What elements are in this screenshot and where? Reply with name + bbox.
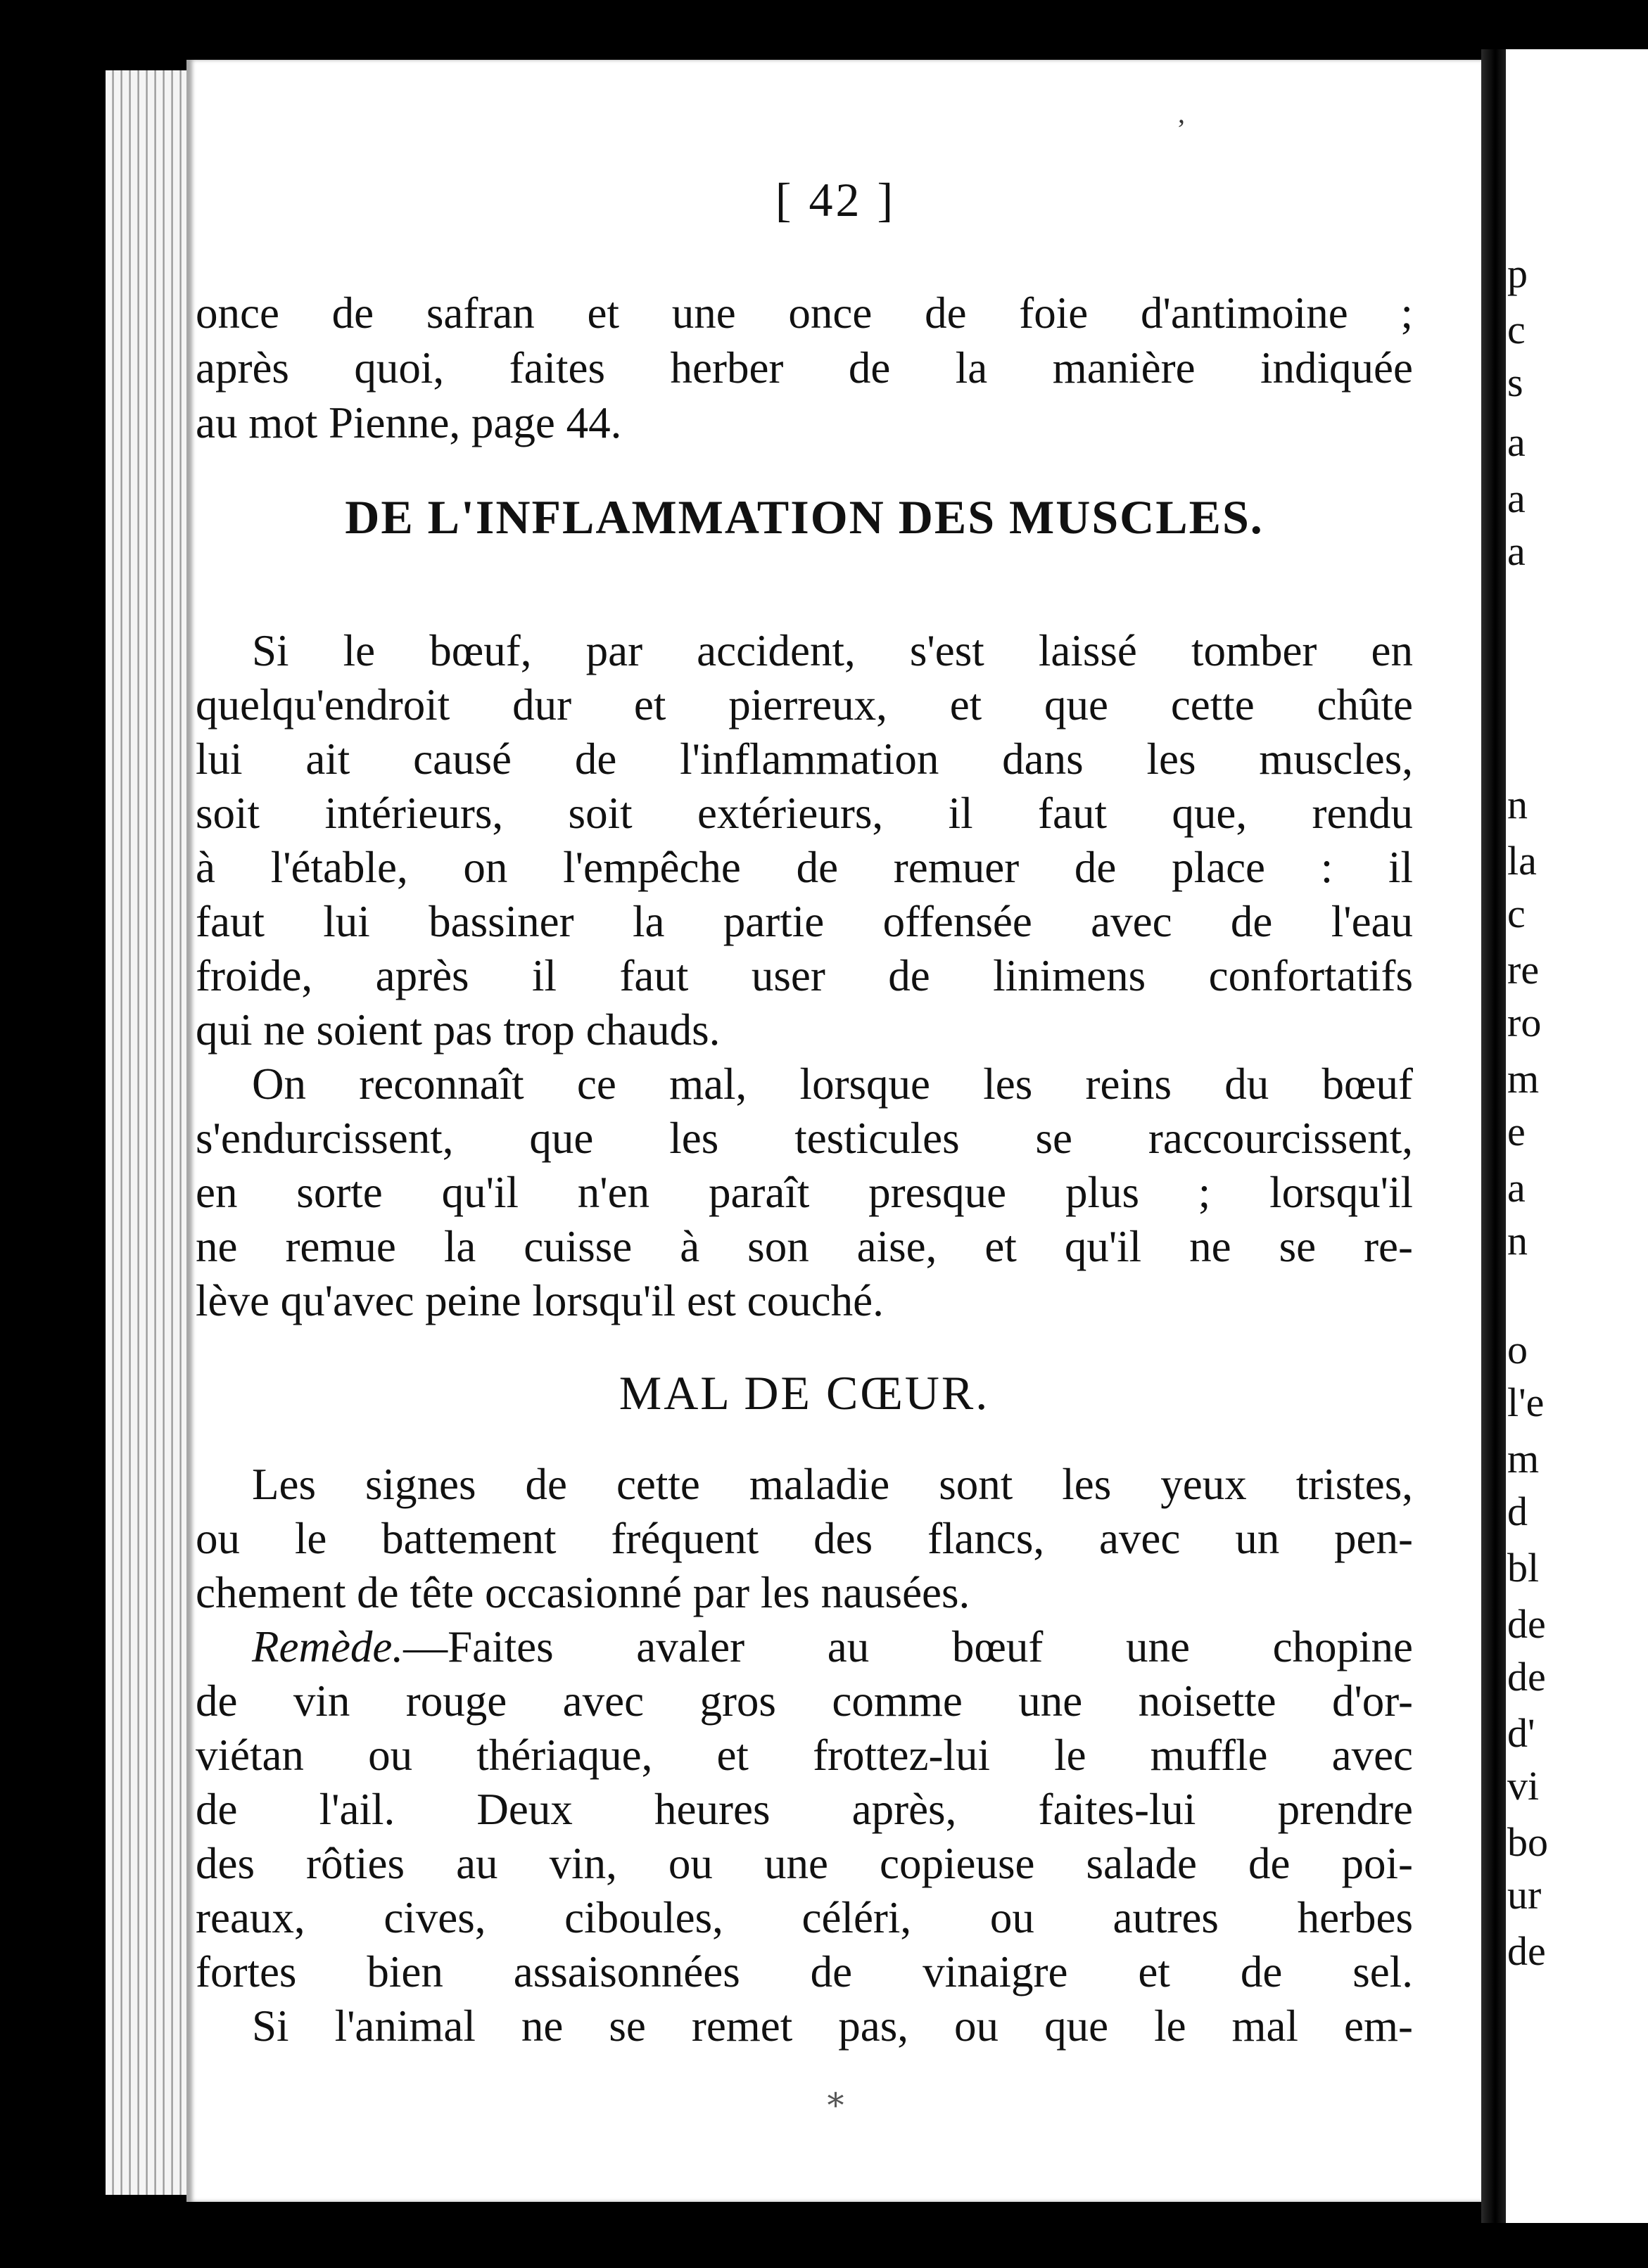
text-line: faut lui bassiner la partie offensée avec de l'eau — [196, 897, 1413, 946]
text-line: de vin rouge avec gros comme une noisette d'or- — [196, 1676, 1413, 1726]
text-line: ne remue la cuisse à son aise, et qu'il ne se re- — [196, 1222, 1413, 1271]
facing-page-fragment: n — [1507, 1218, 1528, 1263]
text-line: froide, après il faut user de linimens confortatifs — [196, 951, 1413, 1000]
facing-page-fragment: d' — [1507, 1710, 1535, 1756]
section-heading-inflammation: DE L'INFLAMMATION DES MUSCLES. — [345, 490, 1264, 544]
page-number: [ 42 ] — [775, 173, 896, 227]
text-line: s'endurcissent, que les testicules se raccourcissent, — [196, 1114, 1413, 1163]
text-line: des rôties au vin, ou une copieuse salade de poi- — [196, 1839, 1413, 1888]
facing-page-fragment: la — [1507, 838, 1537, 884]
facing-page-fragment: m — [1507, 1436, 1540, 1482]
facing-page-fragment: a — [1507, 419, 1526, 465]
facing-page-fragment: n — [1507, 782, 1528, 827]
facing-page-fragment: a — [1507, 528, 1526, 574]
text-line: après quoi, faites herber de la manière indiquée — [196, 343, 1413, 393]
text-line: lui ait causé de l'inflammation dans les muscles, — [196, 734, 1413, 784]
text-line: Si l'animal ne se remet pas, ou que le mal em- — [252, 2001, 1413, 2051]
book-gutter — [1481, 49, 1509, 2223]
text-line: au mot Pienne, page 44. — [196, 398, 622, 447]
facing-page-fragment: d — [1507, 1489, 1528, 1534]
facing-page-fragment: l'e — [1507, 1380, 1545, 1425]
facing-page-fragment: e — [1507, 1109, 1526, 1154]
text-line: de l'ail. Deux heures après, faites-lui prendre — [196, 1785, 1413, 1834]
facing-page-fragment: s — [1507, 359, 1523, 405]
facing-page-fragment: a — [1507, 476, 1526, 521]
facing-page-fragment: a — [1507, 1165, 1526, 1211]
text-line: qui ne soient pas trop chauds. — [196, 1005, 721, 1055]
facing-page-fragment: o — [1507, 1327, 1528, 1372]
remede-line — [196, 1619, 1413, 1675]
page-edges — [106, 70, 197, 2195]
facing-page-fragment: de — [1507, 1928, 1546, 1974]
stray-mark: ’ — [1177, 113, 1186, 145]
text-line: soit intérieurs, soit extérieurs, il faut que, rendu — [196, 789, 1413, 838]
facing-page-fragment: ur — [1507, 1872, 1542, 1918]
text-line: On reconnaît ce mal, lorsque les reins du bœuf — [252, 1059, 1413, 1109]
facing-page-fragment: c — [1507, 891, 1526, 936]
text-line: viétan ou thériaque, et frottez-lui le muffle avec — [196, 1731, 1413, 1780]
facing-page-fragment: ro — [1507, 1000, 1542, 1045]
facing-page-fragment: bl — [1507, 1545, 1540, 1591]
facing-page-fragment: vi — [1507, 1763, 1540, 1809]
text-line: ou le battement fréquent des flancs, avec un pen- — [196, 1514, 1413, 1563]
facing-page — [1506, 49, 1648, 2223]
text-line: en sorte qu'il n'en paraît presque plus ; lorsqu'il — [196, 1168, 1413, 1217]
text-line: à l'étable, on l'empêche de remuer de place : il — [196, 843, 1413, 892]
text-line: fortes bien assaisonnées de vinaigre et de sel. — [196, 1947, 1413, 1996]
facing-page-fragment: bo — [1507, 1819, 1548, 1865]
page-ornament: * — [827, 2086, 844, 2125]
text-line: quelqu'endroit dur et pierreux, et que cette chûte — [196, 680, 1413, 730]
facing-page-fragment: p — [1507, 250, 1528, 296]
text-line: once de safran et une once de foie d'antimoine ; — [196, 288, 1413, 338]
text-line: lève qu'avec peine lorsqu'il est couché. — [196, 1276, 884, 1325]
facing-page-fragment: de — [1507, 1601, 1546, 1647]
facing-page-fragment: c — [1507, 307, 1526, 352]
remede-label: Remède. — [252, 1622, 404, 1671]
section-heading-mal-de-coeur: MAL DE CŒUR. — [619, 1366, 990, 1420]
text-line: reaux, cives, ciboules, céléri, ou autres herbes — [196, 1893, 1413, 1942]
facing-page-fragment: de — [1507, 1654, 1546, 1700]
text-line: chement de tête occasionné par les nausées. — [196, 1568, 970, 1617]
text-line: Les signes de cette maladie sont les yeux tristes, — [252, 1460, 1413, 1509]
remede-text: —Faites avaler au bœuf une chopine — [403, 1622, 1413, 1671]
facing-page-fragment: m — [1507, 1056, 1540, 1102]
facing-page-fragment: re — [1507, 947, 1540, 993]
text-line: Si le bœuf, par accident, s'est laissé tomber en — [252, 626, 1413, 675]
